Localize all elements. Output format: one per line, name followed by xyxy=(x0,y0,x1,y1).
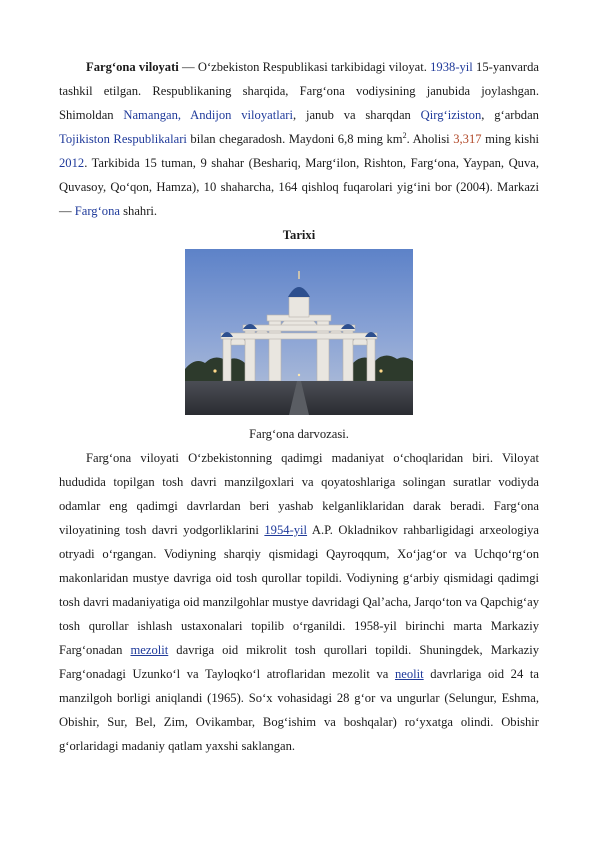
history-paragraph: Farg‘ona viloyati O‘zbekistonning qadimgi madaniyat o‘choqlaridan biri. Viloyat hududida topilgan tosh davri manzilgoxlari va qoyatoshlariga solingan suratlar vodiyda odamlar eng qadimgi davrlardan beri yashab kelganliklaridan darak beradi. Farg‘ona viloyatining tosh davri yodgorliklarini 1954-yil A.P. Okladnikov rahbarligidagi arxeologiya otryadi o‘rgangan. Vodiyning sharqiy qismidagi Qayroqqum, Xo‘jag‘or va Uchqo‘rg‘on makonlaridan mustye davriga oid tosh qurollar topildi. Vodiyning g‘arbiy qismidagi qadimgi tosh davri madaniyatiga oid manzilgohlar mustye davridagi Qal’acha, Jarqo‘ton va Qapchig‘ay tosh qurollar ishlash ustaxonalari topilib o‘rganildi. 1958-yil birinchi marta Markaziy Farg‘onadan mezolit davriga oid mikrolit tosh qurollari topildi. Shuningdek, Markaziy Farg‘onadagi Uzunko‘l va Tayloqko‘l atroflaridan mezolit va neolit davrlariga oid 24 ta manzilgoh borligi aniqlandi (1965). So‘x vohasidagi 28 g‘or va ungurlar (Selungur, Eshma, Obishir, Sur, Bel, Zim, Ovikambar, Bog‘ishim va boshqalar) ro‘yxatga olindi. Obishir g‘orlaridagi madaniy qatlam yaxshi saklangan. xyxy=(59,451,539,753)
fargona-gate-photo xyxy=(185,249,413,415)
link-qirgiziston[interactable]: Qirg‘iziston xyxy=(420,108,482,122)
population-value[interactable]: 3,317 xyxy=(453,132,482,146)
intro-term: Farg‘ona viloyati xyxy=(86,60,179,74)
link-namangan-andijon[interactable]: Namangan, Andijon viloyatlari xyxy=(123,108,293,122)
superscript-2: 2 xyxy=(402,130,407,140)
link-neolit[interactable]: neolit xyxy=(394,667,424,681)
figure-caption: Farg‘ona darvozasi. xyxy=(249,427,349,441)
section-heading: Tarixi xyxy=(282,228,316,242)
document-page xyxy=(59,55,539,758)
link-2012[interactable]: 2012 xyxy=(59,156,85,170)
link-mezolit[interactable]: mezolit xyxy=(130,643,169,657)
link-tojikiston[interactable]: Tojikiston Respublikalari xyxy=(59,132,187,146)
link-1954[interactable]: 1954-yil xyxy=(264,523,308,537)
intro-paragraph: Farg‘ona viloyati — O‘zbekiston Respublikasi tarkibidagi viloyat. 1938-yil 15-yanvarda tashkil etilgan. Respublikaning sharqida, Farg‘ona vodiysining janubida joylashgan. Shimoldan Namangan, Andijon viloyatlari, janub va sharqdan Qirg‘iziston, g‘arbdan Tojikiston Respublikalari bilan chegaradosh. Maydoni 6,8 ming $km^2$. Aholisi 3,317 ming kishi 2012. Tarkibida 15 tuman, 9 shahar (Beshariq, Marg‘ilon, Rishton, Farg‘ona, Yaypan, Quva, Quvasoy, Qo‘qon, Hamza), 10 shaharcha, 164 qishloq fuqarolari yig‘ini bor (2004). Markazi — Farg‘ona shahri. xyxy=(59,60,540,218)
link-1938[interactable]: 1938-yil xyxy=(430,60,473,74)
link-fargona[interactable]: Farg‘ona xyxy=(74,204,120,218)
